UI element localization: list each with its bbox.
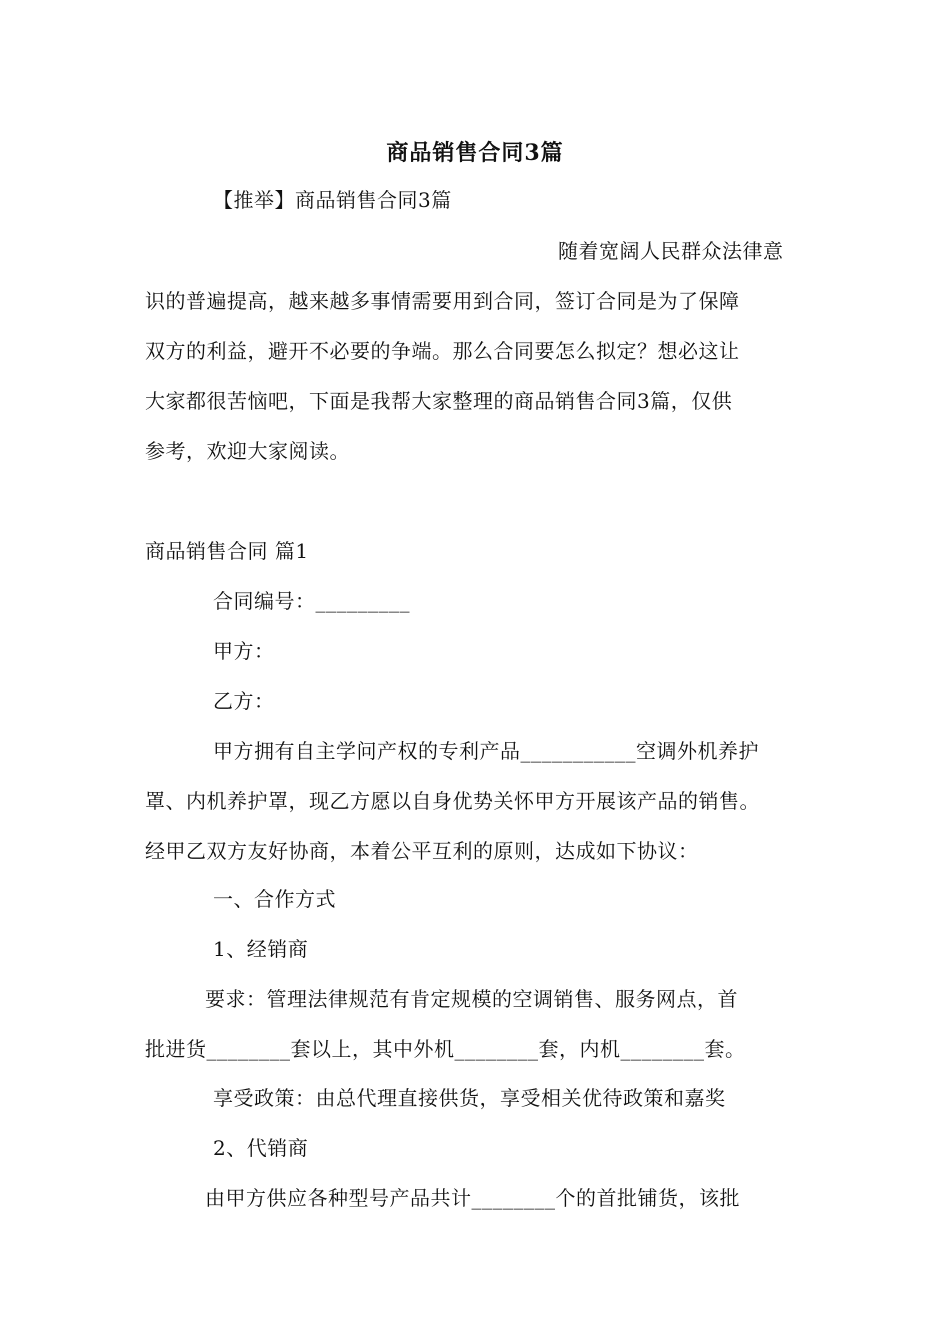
policy-line: 享受政策：由总代理直接供货，享受相关优待政策和嘉奖 <box>213 1086 726 1110</box>
contract-number: 合同编号：_________ <box>213 589 410 613</box>
intro-line: 双方的利益，避开不必要的争端。那么合同要怎么拟定？想必这让 <box>145 339 740 363</box>
preamble-line: 罩、内机养护罩，现乙方愿以自身优势关怀甲方开展该产品的销售。 <box>145 789 760 813</box>
intro-line: 随着宽阔人民群众法律意 <box>558 239 784 263</box>
item-heading: 1、经销商 <box>213 937 309 961</box>
intro-line: 大家都很苦恼吧，下面是我帮大家整理的商品销售合同3篇，仅供 <box>145 389 733 413</box>
requirements-line: 批进货________套以上，其中外机________套，内机________套。 <box>145 1037 746 1061</box>
party-a-label: 甲方： <box>213 639 275 663</box>
intro-line: 识的普遍提高，越来越多事情需要用到合同，签订合同是为了保障 <box>145 289 740 313</box>
preamble-line: 甲方拥有自主学问产权的专利产品___________空调外机养护 <box>213 739 759 763</box>
party-b-label: 乙方： <box>213 689 275 713</box>
clause-heading: 一、合作方式 <box>213 887 336 911</box>
requirements-line: 要求：管理法律规范有肯定规模的空调销售、服务网点，首 <box>205 987 738 1011</box>
recommend-line: 【推举】商品销售合同3篇 <box>213 188 452 212</box>
item-heading: 2、代销商 <box>213 1136 309 1160</box>
preamble-line: 经甲乙双方友好协商，本着公平互利的原则，达成如下协议： <box>145 839 699 863</box>
intro-line: 参考，欢迎大家阅读。 <box>145 439 350 463</box>
consignment-line: 由甲方供应各种型号产品共计________个的首批铺货，该批 <box>205 1186 740 1210</box>
document-title: 商品销售合同3篇 <box>386 140 564 166</box>
section-heading: 商品销售合同 篇1 <box>145 539 309 563</box>
